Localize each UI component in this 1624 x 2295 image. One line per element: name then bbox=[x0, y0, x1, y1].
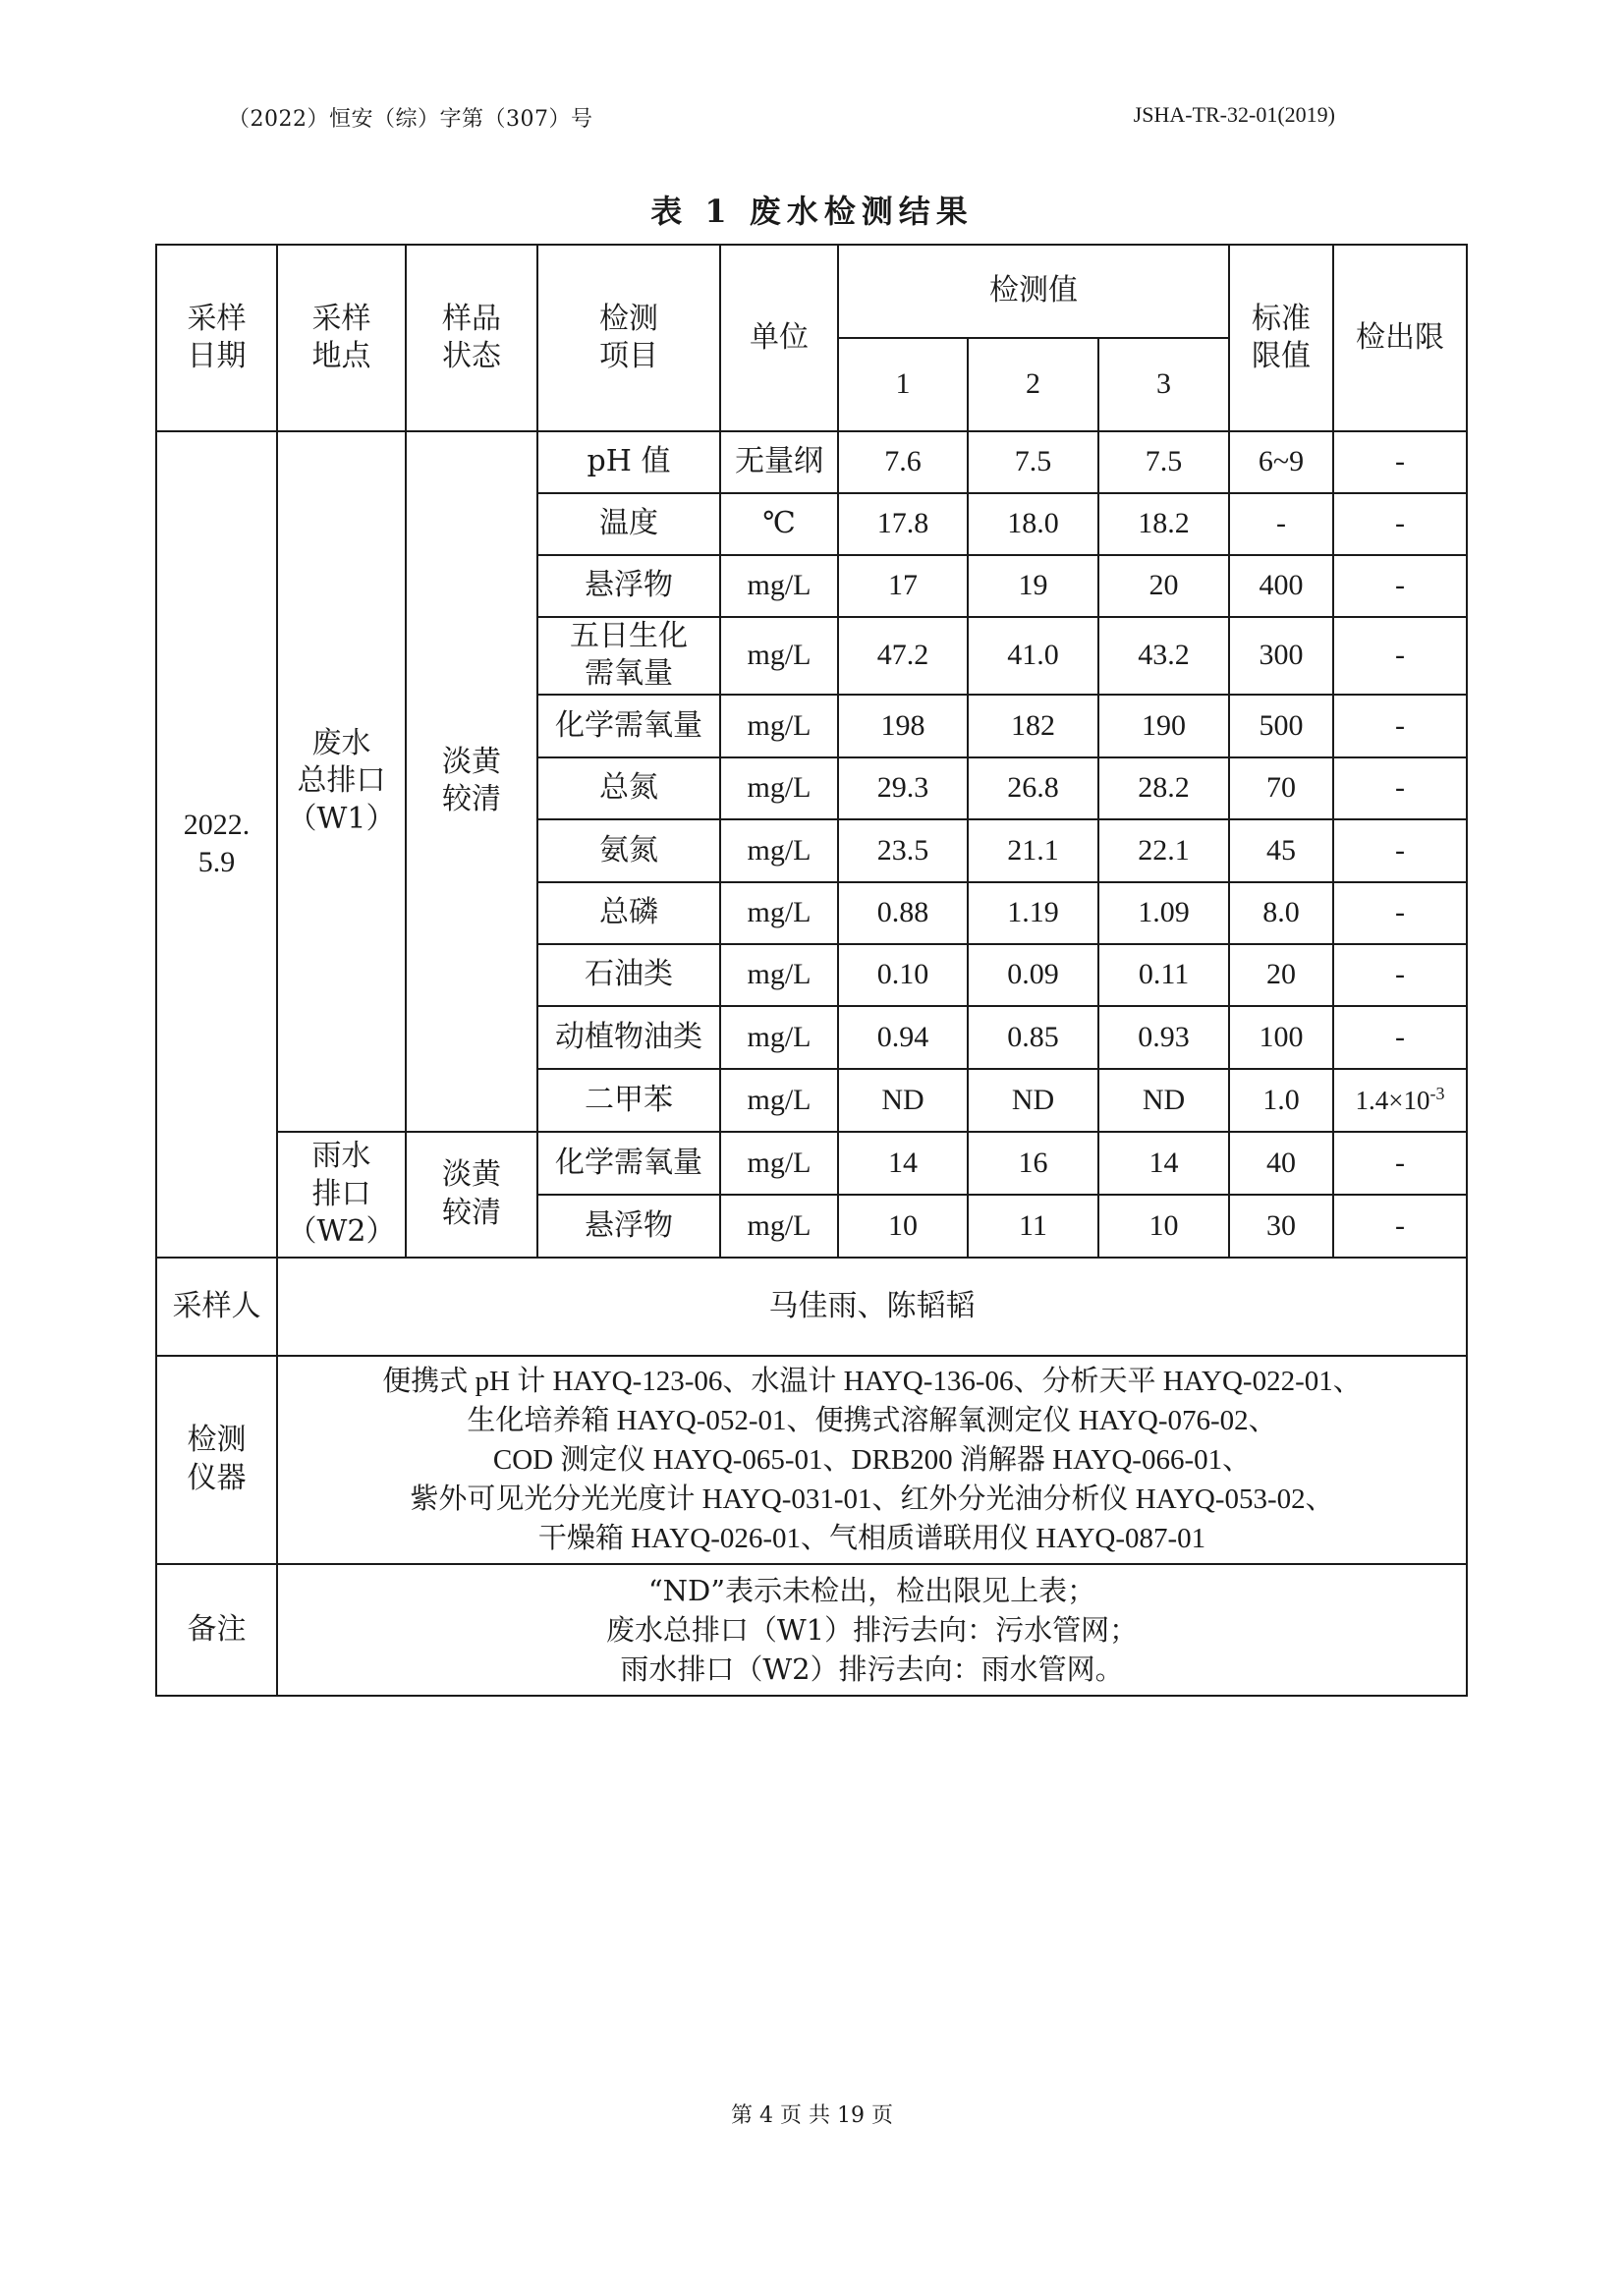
limit-cell: 300 bbox=[1229, 617, 1333, 695]
item-cell: 五日生化 需氧量 bbox=[537, 617, 720, 695]
value-2-cell: ND bbox=[968, 1069, 1098, 1132]
value-1-cell: 47.2 bbox=[838, 617, 968, 695]
page-footer: 第 4 页 共 19 页 bbox=[731, 2103, 893, 2128]
item-cell: 石油类 bbox=[537, 944, 720, 1006]
col-header-unit: 单位 bbox=[720, 245, 838, 431]
value-1-cell: 0.10 bbox=[838, 944, 968, 1006]
value-2-cell: 19 bbox=[968, 555, 1098, 617]
value-1-cell: 23.5 bbox=[838, 819, 968, 882]
limit-cell: 30 bbox=[1229, 1195, 1333, 1258]
detection-limit-cell: - bbox=[1333, 882, 1467, 944]
item-cell: 总磷 bbox=[537, 882, 720, 944]
item-cell: 二甲苯 bbox=[537, 1069, 720, 1132]
sample-date-cell: 2022. 5.9 bbox=[156, 431, 277, 1258]
detection-limit-cell: - bbox=[1333, 555, 1467, 617]
value-3-cell: 7.5 bbox=[1098, 431, 1229, 493]
value-2-cell: 21.1 bbox=[968, 819, 1098, 882]
unit-cell: mg/L bbox=[720, 695, 838, 757]
value-2-cell: 0.85 bbox=[968, 1006, 1098, 1069]
unit-cell: mg/L bbox=[720, 819, 838, 882]
detection-limit-exponent: -3 bbox=[1429, 1084, 1445, 1103]
value-3-cell: 10 bbox=[1098, 1195, 1229, 1258]
col-header-limit: 标准 限值 bbox=[1229, 245, 1333, 431]
sample-location-cell: 雨水 排口 （W2） bbox=[277, 1132, 406, 1258]
value-2-cell: 7.5 bbox=[968, 431, 1098, 493]
value-3-cell: 20 bbox=[1098, 555, 1229, 617]
value-1-cell: ND bbox=[838, 1069, 968, 1132]
sampler-label: 采样人 bbox=[156, 1258, 277, 1356]
wastewater-results-table bbox=[155, 244, 1468, 1697]
limit-cell: 100 bbox=[1229, 1006, 1333, 1069]
unit-cell: mg/L bbox=[720, 617, 838, 695]
notes-row bbox=[156, 1564, 1467, 1696]
limit-cell: 8.0 bbox=[1229, 882, 1333, 944]
item-cell: 悬浮物 bbox=[537, 1195, 720, 1258]
item-cell: 温度 bbox=[537, 493, 720, 555]
value-1-cell: 17.8 bbox=[838, 493, 968, 555]
sampler-value: 马佳雨、陈韬韬 bbox=[277, 1258, 1467, 1356]
limit-cell: 1.0 bbox=[1229, 1069, 1333, 1132]
limit-cell: 45 bbox=[1229, 819, 1333, 882]
sample-state-cell: 淡黄 较清 bbox=[406, 1132, 537, 1258]
value-1-cell: 7.6 bbox=[838, 431, 968, 493]
sample-location-cell: 废水 总排口 （W1） bbox=[277, 431, 406, 1132]
limit-cell: 70 bbox=[1229, 757, 1333, 819]
item-cell: 总氮 bbox=[537, 757, 720, 819]
col-header-value-2: 2 bbox=[968, 338, 1098, 431]
detection-limit-cell: $1.4\times 10^{-3}$ bbox=[1333, 1069, 1467, 1132]
table-row bbox=[156, 1132, 1467, 1195]
col-header-state: 样品 状态 bbox=[406, 245, 537, 431]
sample-state-cell: 淡黄 较清 bbox=[406, 431, 537, 1132]
unit-cell: mg/L bbox=[720, 555, 838, 617]
col-header-value-1: 1 bbox=[838, 338, 968, 431]
detection-limit-cell: - bbox=[1333, 1006, 1467, 1069]
unit-cell: mg/L bbox=[720, 944, 838, 1006]
notes-text: “ND”表示未检出，检出限见上表； 废水总排口（W1）排污去向：污水管网； 雨水排口（W2）排污去向：雨水管网。 bbox=[277, 1564, 1467, 1696]
value-2-cell: 16 bbox=[968, 1132, 1098, 1195]
limit-cell: 40 bbox=[1229, 1132, 1333, 1195]
value-1-cell: 10 bbox=[838, 1195, 968, 1258]
unit-cell: 无量纲 bbox=[720, 431, 838, 493]
value-1-cell: 29.3 bbox=[838, 757, 968, 819]
value-1-cell: 0.94 bbox=[838, 1006, 968, 1069]
table-row bbox=[156, 431, 1467, 493]
value-2-cell: 1.19 bbox=[968, 882, 1098, 944]
limit-cell: 6~9 bbox=[1229, 431, 1333, 493]
unit-cell: mg/L bbox=[720, 1006, 838, 1069]
detection-limit-cell: - bbox=[1333, 431, 1467, 493]
detection-limit-cell: - bbox=[1333, 1195, 1467, 1258]
value-1-cell: 0.88 bbox=[838, 882, 968, 944]
unit-cell: mg/L bbox=[720, 1195, 838, 1258]
value-1-cell: 14 bbox=[838, 1132, 968, 1195]
col-header-detection-limit: 检出限 bbox=[1333, 245, 1467, 431]
detection-limit-cell: - bbox=[1333, 819, 1467, 882]
value-2-cell: 0.09 bbox=[968, 944, 1098, 1006]
detection-limit-cell: - bbox=[1333, 493, 1467, 555]
form-code: JSHA-TR-32-01(2019) bbox=[1133, 102, 1335, 127]
value-1-cell: 17 bbox=[838, 555, 968, 617]
value-3-cell: 0.11 bbox=[1098, 944, 1229, 1006]
unit-cell: mg/L bbox=[720, 1132, 838, 1195]
value-3-cell: 18.2 bbox=[1098, 493, 1229, 555]
col-header-value-3: 3 bbox=[1098, 338, 1229, 431]
item-cell: 动植物油类 bbox=[537, 1006, 720, 1069]
table-title: 表 1 废水检测结果 bbox=[650, 193, 974, 230]
detection-limit-cell: - bbox=[1333, 757, 1467, 819]
col-header-location: 采样 地点 bbox=[277, 245, 406, 431]
sampler-row bbox=[156, 1258, 1467, 1356]
value-3-cell: 190 bbox=[1098, 695, 1229, 757]
value-3-cell: 22.1 bbox=[1098, 819, 1229, 882]
detection-limit-cell: - bbox=[1333, 617, 1467, 695]
notes-label: 备注 bbox=[156, 1564, 277, 1696]
col-header-values: 检测值 bbox=[838, 245, 1229, 338]
unit-cell: mg/L bbox=[720, 1069, 838, 1132]
item-cell: pH 值 bbox=[537, 431, 720, 493]
instruments-row bbox=[156, 1356, 1467, 1564]
col-header-item: 检测 项目 bbox=[537, 245, 720, 431]
item-cell: 氨氮 bbox=[537, 819, 720, 882]
instruments-label: 检测 仪器 bbox=[156, 1356, 277, 1564]
value-2-cell: 18.0 bbox=[968, 493, 1098, 555]
header-row-1 bbox=[156, 245, 1467, 338]
detection-limit-cell: - bbox=[1333, 695, 1467, 757]
value-2-cell: 11 bbox=[968, 1195, 1098, 1258]
unit-cell: mg/L bbox=[720, 882, 838, 944]
value-3-cell: 43.2 bbox=[1098, 617, 1229, 695]
detection-limit-cell: - bbox=[1333, 944, 1467, 1006]
value-3-cell: 28.2 bbox=[1098, 757, 1229, 819]
value-1-cell: 198 bbox=[838, 695, 968, 757]
value-2-cell: 26.8 bbox=[968, 757, 1098, 819]
limit-cell: 400 bbox=[1229, 555, 1333, 617]
unit-cell: ℃ bbox=[720, 493, 838, 555]
limit-cell: 500 bbox=[1229, 695, 1333, 757]
value-3-cell: 1.09 bbox=[1098, 882, 1229, 944]
value-2-cell: 41.0 bbox=[968, 617, 1098, 695]
item-cell: 化学需氧量 bbox=[537, 695, 720, 757]
limit-cell: 20 bbox=[1229, 944, 1333, 1006]
col-header-date: 采样 日期 bbox=[156, 245, 277, 431]
value-3-cell: 0.93 bbox=[1098, 1006, 1229, 1069]
value-2-cell: 182 bbox=[968, 695, 1098, 757]
limit-cell: - bbox=[1229, 493, 1333, 555]
instruments-list: 便携式 pH 计 HAYQ-123-06、水温计 HAYQ-136-06、分析天平 HAYQ-022-01、 生化培养箱 HAYQ-052-01、便携式溶解氧测定仪 HAYQ-076-02、 COD 测定仪 HAYQ-065-01、DRB200 消解器 HAYQ-066-01、 紫外可见光分光光度计 HAYQ-031-01、红外分光油分析仪 HAYQ-053-02、 干燥箱 HAYQ-026-01、气相质谱联用仪 HAYQ-087-01 bbox=[277, 1356, 1467, 1564]
detection-limit-cell: - bbox=[1333, 1132, 1467, 1195]
value-3-cell: ND bbox=[1098, 1069, 1229, 1132]
unit-cell: mg/L bbox=[720, 757, 838, 819]
report-number: （2022）恒安（综）字第（307）号 bbox=[228, 107, 593, 132]
item-cell: 悬浮物 bbox=[537, 555, 720, 617]
item-cell: 化学需氧量 bbox=[537, 1132, 720, 1195]
value-3-cell: 14 bbox=[1098, 1132, 1229, 1195]
